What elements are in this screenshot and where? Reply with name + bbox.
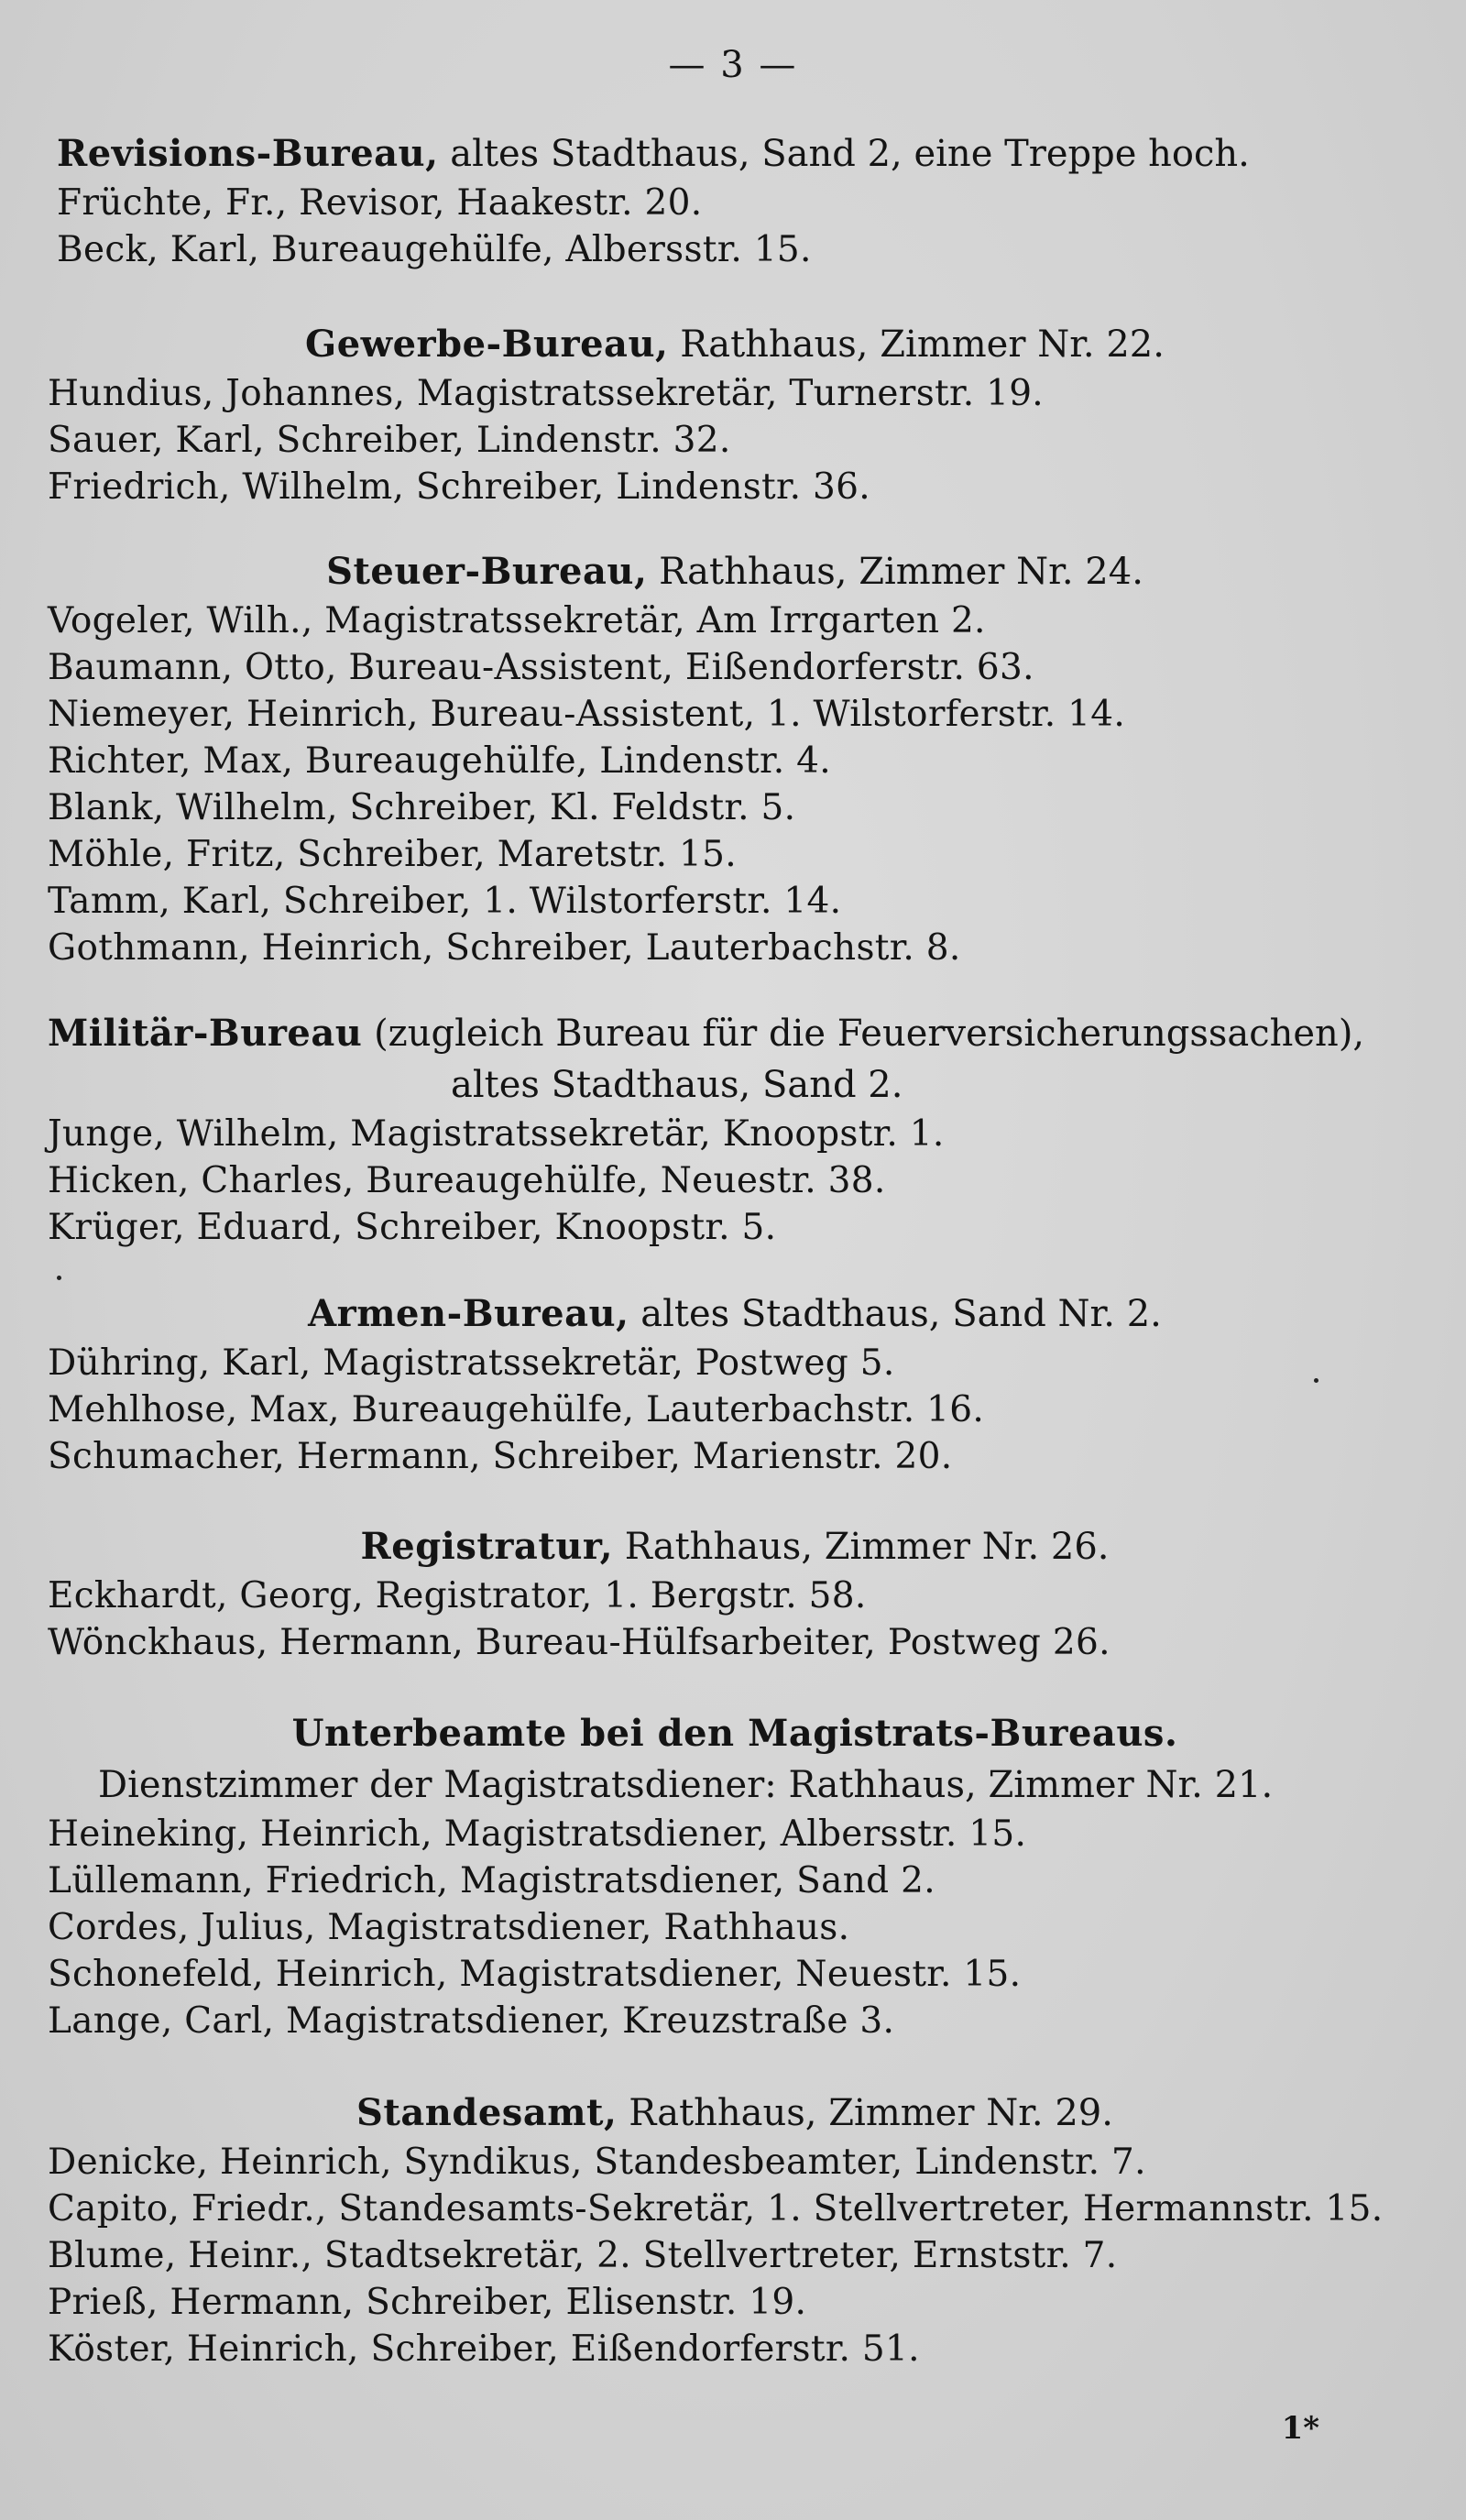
section-location: Rathhaus, Zimmer Nr. 22. <box>680 323 1165 366</box>
section-location: Rathhaus, Zimmer Nr. 24. <box>659 551 1143 593</box>
section-steuer-bureau <box>48 546 1422 971</box>
section-heading <box>48 546 1422 597</box>
section-heading <box>48 2087 1422 2139</box>
section-title: Gewerbe-Bureau, <box>305 323 669 366</box>
section-heading <box>48 1521 1422 1572</box>
section-location: Rathhaus, Zimmer Nr. 26. <box>624 1526 1110 1568</box>
list-item: Lüllemann, Friedrich, Magistratsdiener, Sand 2. <box>48 1860 935 1901</box>
section-subline: altes Stadthaus, Sand 2. <box>451 1064 903 1106</box>
section-heading <box>48 319 1422 370</box>
section-title: Steuer-Bureau, <box>326 550 648 593</box>
list-item: Sauer, Karl, Schreiber, Lindenstr. 32. <box>48 420 731 461</box>
list-item: Blank, Wilhelm, Schreiber, Kl. Feldstr. 5. <box>48 787 796 828</box>
list-item: Hundius, Johannes, Magistratssekretär, Turnerstr. 19. <box>48 373 1045 414</box>
list-item: Junge, Wilhelm, Magistratssekretär, Knoopstr. 1. <box>48 1113 945 1155</box>
list-item: Baumann, Otto, Bureau-Assistent, Eißendorferstr. 63. <box>48 647 1034 688</box>
list-item: Möhle, Fritz, Schreiber, Maretstr. 15. <box>48 834 737 875</box>
section-heading <box>48 1708 1422 1759</box>
list-item: Eckhardt, Georg, Registrator, 1. Bergstr. 58. <box>48 1575 867 1616</box>
section-title: Armen-Bureau, <box>308 1292 629 1335</box>
list-item: Krüger, Eduard, Schreiber, Knoopstr. 5. <box>48 1207 777 1248</box>
list-item: Wönckhaus, Hermann, Bureau-Hülfsarbeiter, Postweg 26. <box>48 1622 1110 1663</box>
list-item: Mehlhose, Max, Bureaugehülfe, Lauterbachstr. 16. <box>48 1389 985 1430</box>
section-heading <box>48 1288 1422 1340</box>
list-item: Früchte, Fr., Revisor, Haakestr. 20. <box>57 182 703 224</box>
section-title: Militär-Bureau <box>48 1012 363 1055</box>
list-item: Niemeyer, Heinrich, Bureau-Assistent, 1. Wilstorferstr. 14. <box>48 694 1126 735</box>
section-militaer-bureau <box>48 1008 1422 1251</box>
section-title: Standesamt, <box>356 2091 618 2134</box>
section-heading <box>48 1008 1422 1059</box>
list-item: Richter, Max, Bureaugehülfe, Lindenstr. 4. <box>48 740 831 782</box>
print-speck <box>57 1276 61 1280</box>
section-unterbeamte <box>48 1708 1422 2044</box>
list-item: Hicken, Charles, Bureaugehülfe, Neuestr. 38. <box>48 1160 886 1201</box>
section-registratur <box>48 1521 1422 1666</box>
list-item: Denicke, Heinrich, Syndikus, Standesbeamter, Lindenstr. 7. <box>48 2142 1146 2183</box>
section-gewerbe-bureau <box>48 319 1422 510</box>
list-item: Tamm, Karl, Schreiber, 1. Wilstorferstr. 14. <box>48 881 842 922</box>
section-heading <box>57 128 1431 180</box>
section-revisions-bureau <box>57 128 1431 273</box>
section-title: Revisions-Bureau, <box>57 132 439 175</box>
page-number: — 3 — <box>668 44 798 86</box>
list-item: Blume, Heinr., Stadtsekretär, 2. Stellvertreter, Ernststr. 7. <box>48 2235 1118 2276</box>
list-item: Schumacher, Hermann, Schreiber, Marienstr. 20. <box>48 1436 953 1477</box>
list-item: Schonefeld, Heinrich, Magistratsdiener, Neuestr. 15. <box>48 1954 1022 1995</box>
section-title: Unterbeamte bei den Magistrats-Bureaus. <box>291 1712 1178 1755</box>
list-item: Dühring, Karl, Magistratssekretär, Postweg 5. <box>48 1342 895 1384</box>
list-item: Lange, Carl, Magistratsdiener, Kreuzstraße 3. <box>48 2000 895 2042</box>
list-item: Beck, Karl, Bureaugehülfe, Albersstr. 15. <box>57 229 812 270</box>
list-item: Cordes, Julius, Magistratsdiener, Rathhaus. <box>48 1907 850 1948</box>
list-item: Friedrich, Wilhelm, Schreiber, Lindenstr. 36. <box>48 466 870 508</box>
section-location: Rathhaus, Zimmer Nr. 29. <box>629 2092 1113 2134</box>
list-item: Gothmann, Heinrich, Schreiber, Lauterbachstr. 8. <box>48 927 961 969</box>
section-standesamt <box>48 2087 1422 2372</box>
list-item: Köster, Heinrich, Schreiber, Eißendorferstr. 51. <box>48 2328 920 2370</box>
section-location: (zugleich Bureau für die Feuerversicherungssachen), <box>374 1013 1365 1055</box>
list-item: Vogeler, Wilh., Magistratssekretär, Am Irrgarten 2. <box>48 600 986 641</box>
section-title: Registratur, <box>360 1525 613 1568</box>
section-armen-bureau <box>48 1288 1422 1480</box>
printer-signature: 1* <box>1281 2410 1319 2447</box>
section-location: altes Stadthaus, Sand Nr. 2. <box>640 1293 1162 1335</box>
list-item: Prieß, Hermann, Schreiber, Elisenstr. 19. <box>48 2282 807 2323</box>
print-speck <box>1314 1378 1318 1383</box>
section-subline: Dienstzimmer der Magistratsdiener: Rathhaus, Zimmer Nr. 21. <box>98 1764 1274 1806</box>
section-location: altes Stadthaus, Sand 2, eine Treppe hoch. <box>450 133 1250 175</box>
list-item: Heineking, Heinrich, Magistratsdiener, Albersstr. 15. <box>48 1813 1027 1855</box>
list-item: Capito, Friedr., Standesamts-Sekretär, 1. Stellvertreter, Hermannstr. 15. <box>48 2188 1384 2230</box>
